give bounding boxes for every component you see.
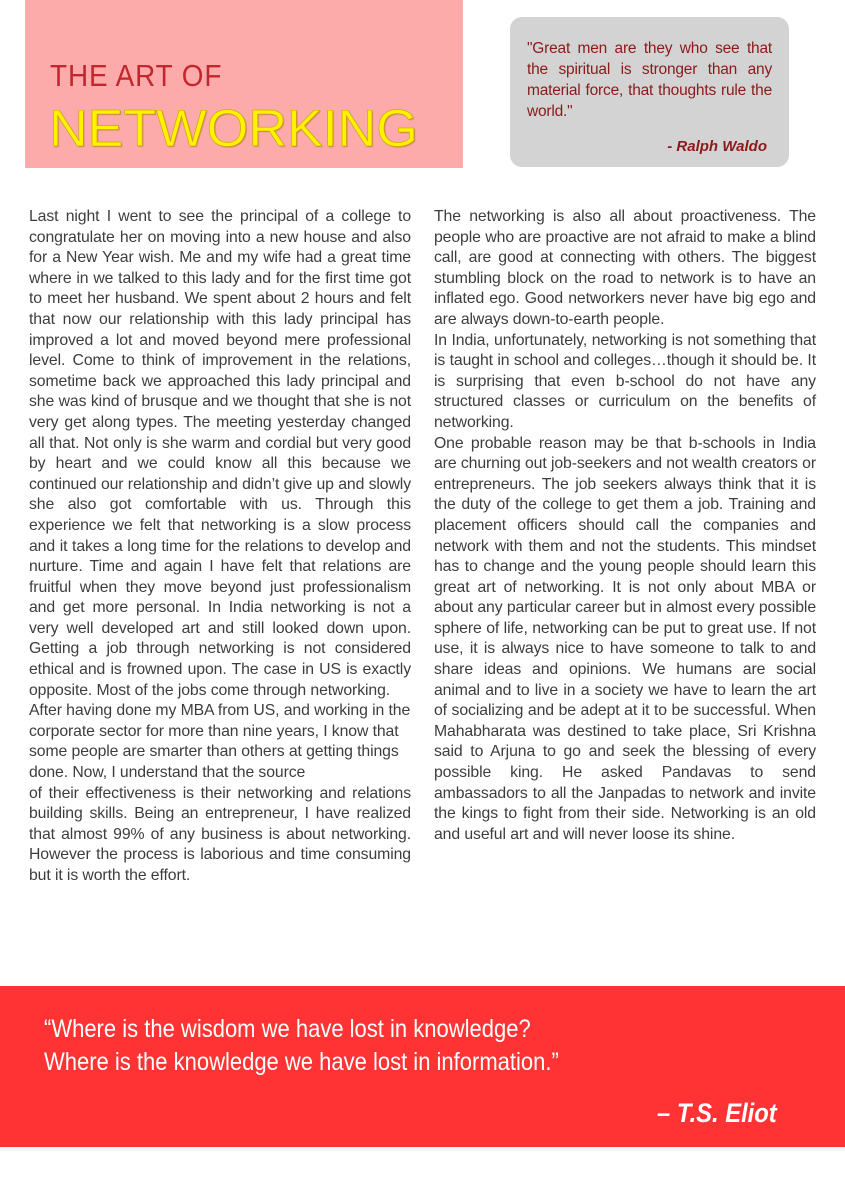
sidebar-quote-text: "Great men are they who see that the spiritual is stronger than any material force, that thoughts rule the world." (527, 40, 772, 120)
footer-quote-author: – T.S. Eliot (657, 1098, 777, 1128)
article-paragraph: After having done my MBA from US, and working in the corporate sector for more than nine years, I know that some people are smarter than others at getting things done. Now, I understand that the source (29, 702, 411, 782)
bottom-divider (0, 1147, 845, 1151)
footer-quote-text (44, 1013, 559, 1079)
article-paragraph: The networking is also all about proactiveness. The people who are proactive are not afraid to make a blind call, are good at connecting with others. The biggest stumbling block on the road to network is to have an inflated ego. Good networkers never have big ego and are always down-to-earth people. (434, 208, 816, 328)
title-line-1: THE ART OF (50, 58, 223, 93)
title-box (25, 0, 463, 168)
article-right-column (434, 207, 816, 845)
footer-quote-banner (0, 986, 845, 1147)
article-left-column (29, 207, 411, 887)
article-paragraph: Last night I went to see the principal of a college to congratulate her on moving into a new house and also for a New Year wish. Me and my wife had a great time where in we talked to this lady and for the first time got to meet her husband. We spent about 2 hours and felt that now our relationship with this lady principal has improved a lot and moved beyond mere professional level. Come to think of improvement in the relations, sometime back we approached this lady principal and she was kind of brusque and we thought that she is not very get along types. The meeting yesterday changed all that. Not only is she warm and cordial but very good by heart and we could know all this because we continued our relationship and didn’t give up and slowly she also got comfortable with us. Through this experience we felt that networking is a slow process and it takes a long time for the relations to develop and nurture. Time and again I have felt that relations are fruitful when they move beyond just professionalism and get more personal. In India networking is not a very well developed art and still looked down upon. Getting a job through networking is not considered ethical and is frowned upon. The case in US is exactly opposite. Most of the jobs come through networking. (29, 208, 411, 699)
title-line-2: NETWORKING (49, 100, 418, 158)
footer-quote-line-2: Where is the knowledge we have lost in information.” (44, 1048, 559, 1076)
article-paragraph: of their effectiveness is their networking and relations building skills. Being an entrepreneur, I have realized that almost 99% of any business is about networking. However the process is laborious and time consuming but it is worth the effort. (29, 784, 411, 884)
sidebar-quote-author: - Ralph Waldo (667, 138, 767, 155)
article-paragraph: In India, unfortunately, networking is not something that is taught in school and colleges…though it should be. It is surprising that even b-school do not have any structured classes or curriculum on the benefits of networking. (434, 331, 816, 431)
sidebar-quote-box (510, 17, 789, 167)
article-paragraph: One probable reason may be that b-schools in India are churning out job-seekers and not wealth creators or entrepreneurs. The job seekers always think that it is the duty of the college to get them a job. Training and placement officers should call the companies and network with them and not the students. This mindset has to change and the young people should learn this great art of networking. It is not only about MBA or about any particular career but in almost every possible sphere of life, networking can be put to great use. If not use, it is always nice to have someone to talk to and share ideas and opinions. We humans are social animal and to live in a society we have to learn the art of socializing and be adept at it to be successful. When Mahabharata was destined to take place, Sri Krishna said to Arjuna to go and seek the blessing of every possible king. He asked Pandavas to send ambassadors to all the Janpadas to network and invite the kings to fight from their side. Networking is an old and useful art and will never loose its shine. (434, 434, 816, 843)
footer-quote-line-1: “Where is the wisdom we have lost in knowledge? (44, 1015, 531, 1043)
